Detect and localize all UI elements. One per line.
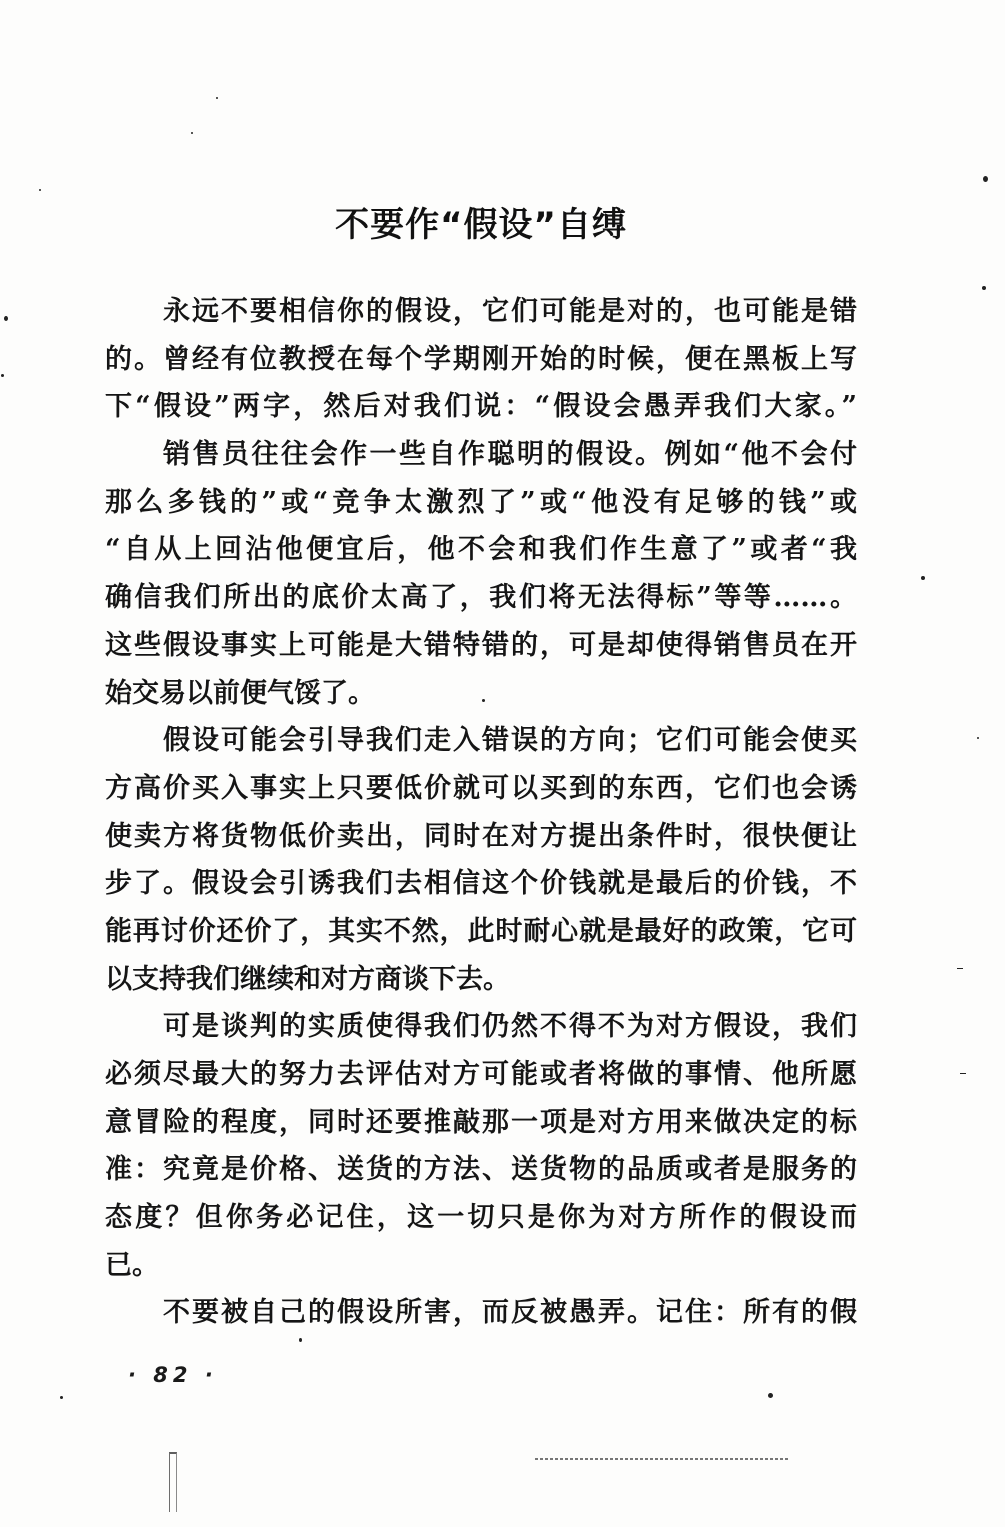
text-line: 销售员往往会作一些自作聪明的假设。例如“他不会付 (163, 439, 857, 471)
text-line: 意冒险的程度，同时还要推敲那一项是对方用来做决定的标 (105, 1106, 857, 1138)
scan-speck (299, 1338, 302, 1342)
text-line: 的。曾经有位教授在每个学期刚开始的时候，便在黑板上写 (105, 343, 857, 375)
text-line: 那么多钱的”或“竞争太激烈了”或“他没有足够的钱”或 (105, 486, 857, 518)
scan-artifact-mark (169, 1452, 177, 1512)
paragraph (105, 1289, 857, 1337)
scan-speck (216, 97, 218, 99)
scan-speck (921, 576, 925, 580)
scan-speck (957, 968, 963, 969)
scan-speck (1, 374, 4, 377)
text-line: 可是谈判的实质使得我们仍然不得不为对方假设，我们 (163, 1011, 857, 1043)
scan-speck (482, 699, 485, 702)
page-title: 不要作“假设”自缚 (335, 205, 627, 245)
scan-speck (982, 286, 986, 290)
paragraph (105, 1003, 857, 1289)
text-line: 必须尽最大的努力去评估对方可能或者将做的事情、他所愿 (105, 1059, 857, 1090)
text-line: 不要被自己的假设所害，而反被愚弄。记住：所有的假 (163, 1297, 857, 1329)
page-number: · 82 · (128, 1363, 218, 1387)
text-line: 这些假设事实上可能是大错特错的，可是却使得销售员在开 (105, 629, 857, 661)
scan-speck (191, 132, 193, 134)
body-text (105, 288, 857, 1337)
text-line: 方高价买入事实上只要低价就可以买到的东西，它们也会诱 (105, 772, 857, 804)
text-line: 以支持我们继续和对方商谈下去。 (105, 963, 510, 995)
text-line: 假设可能会引导我们走入错误的方向；它们可能会使买 (163, 725, 857, 757)
text-line: 使卖方将货物低价卖出，同时在对方提出条件时，很快便让 (105, 820, 857, 852)
text-line: 能再讨价还价了，其实不然，此时耐心就是最好的政策，它可 (105, 915, 857, 947)
scan-speck (4, 316, 8, 321)
scan-speck (977, 737, 979, 739)
text-line: “自从上回沾他便宜后，他不会和我们作生意了”或者“我 (105, 534, 857, 566)
text-line: 步了。假设会引诱我们去相信这个价钱就是最后的价钱，不 (105, 868, 857, 900)
text-line: 已。 (105, 1249, 159, 1281)
text-line: 确信我们所出的底价太高了，我们将无法得标”等等……。 (105, 582, 857, 614)
scan-artifact-line (535, 1458, 790, 1460)
scan-speck (960, 1073, 966, 1074)
text-line: 准：究竟是价格、送货的方法、送货物的品质或者是服务的 (105, 1154, 857, 1186)
scan-speck (983, 176, 988, 182)
paragraph (105, 717, 857, 1003)
text-line: 下“假设”两字，然后对我们说：“假设会愚弄我们大家。” (105, 391, 857, 423)
text-line: 始交易以前便气馁了。 (105, 677, 375, 709)
scan-speck (39, 189, 41, 191)
text-line: 态度？但你务必记住，这一切只是你为对方所作的假设而 (105, 1202, 857, 1234)
paragraph (105, 431, 857, 717)
text-line: 永远不要相信你的假设，它们可能是对的，也可能是错 (163, 296, 857, 327)
paragraph (105, 288, 857, 431)
scan-speck (60, 1396, 63, 1399)
scan-speck (768, 1393, 773, 1398)
